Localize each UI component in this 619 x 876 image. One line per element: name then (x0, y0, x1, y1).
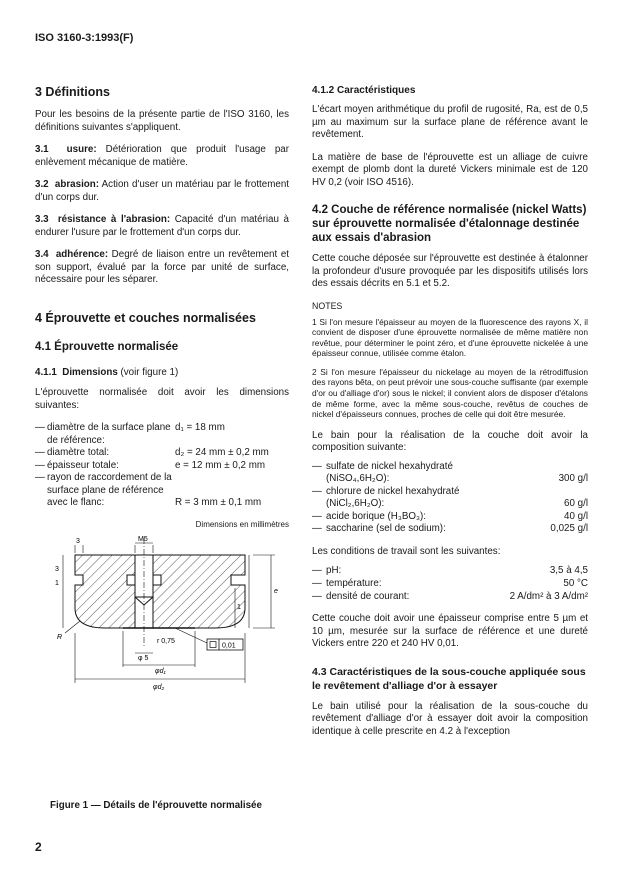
label-m5: M5 (138, 535, 148, 543)
section-3-title: 3 Définitions (35, 85, 111, 99)
label-d1: φd₁ (155, 667, 166, 675)
list-item: — saccharine (sel de sodium): 0,025 g/l (312, 523, 588, 535)
definition-3-2 (35, 179, 289, 204)
dim-value: d₂ = 24 mm ± 0,2 mm (175, 447, 269, 458)
component-name: sulfate de nickel hexahydraté (NiSO₄,6H₂O): (326, 460, 453, 485)
list-item: — diamètre total: d₂ = 24 mm ± 0,2 mm (35, 447, 289, 460)
note-1: 1 Si l'on mesure l'épaisseur au moyen de la fluorescence des rayons X, il convient de disposer d'une éprouvette normalisée de même matière non revêtue, pour déterminer le point zéro, et d'une éprouvette nickelée à une épaisseur connue, utilisée comme étalon. (312, 316, 588, 359)
condition-value: 3,5 à 4,5 (549, 565, 588, 577)
list-item: — pH: 3,5 à 4,5 (312, 565, 588, 577)
notes-label: NOTES (312, 300, 343, 311)
list-item: — acide borique (H₃BO₃): 40 g/l (312, 510, 588, 522)
dim-value: d₁ = 18 mm (175, 422, 225, 433)
document-code: ISO 3160-3:1993(F) (35, 32, 134, 44)
sub-ref: (voir figure 1) (117, 366, 179, 378)
note-2: 2 Si l'on mesure l'épaisseur du nickelage au moyen de la rétrodiffusion des rayons bêta, on peut prévoir une sous-couche suffisante (par exemple d'or ou d'alliage d'or) sous le nickel; il convient alors de disposer d'étalons de même forme, avec la même sous-couche, revêtus de couches de nickel d'épaisseurs connues, proches de celle qui doit être mesurée. (312, 366, 588, 420)
condition-value: 2 A/dm² à 3 A/dm² (509, 591, 588, 603)
def-num: 3.3 (35, 214, 49, 225)
section-4-2-p1: Cette couche déposée sur l'éprouvette est destinée à étalonner la profondeur d'usure provoquée par les dispositifs utilisés lors des essais décrits en 5.1 et 5.2. (312, 253, 588, 289)
def-num: 3.1 (35, 144, 49, 155)
component-value: 300 g/l (558, 473, 588, 485)
def-num: 3.4 (35, 249, 49, 260)
conditions-list (312, 564, 588, 603)
def-text: Capacité d'un matériau à endurer l'usure par le frottement d'un corps dur. (35, 214, 289, 238)
specimen-section-left (75, 555, 135, 628)
section-4-3-p1: Le bain utilisé pour la réalisation de la sous-couche du revêtement d'alliage d'or à essayer doit avoir la composition identique à celle prescrite en 4.2 à l'exception (312, 700, 588, 737)
section-4-1-2-title: 4.1.2 Caractéristiques (312, 85, 416, 96)
left-column (35, 85, 289, 698)
list-item: — épaisseur totale: e = 12 mm ± 0,2 mm (35, 460, 289, 473)
right-column (312, 85, 588, 748)
section-4-title: 4 Éprouvette et couches normalisées (35, 310, 256, 325)
dim-label: diamètre de la surface plane de référence: (47, 422, 171, 446)
dim-value: R = 3 mm ± 0,1 mm (175, 497, 262, 508)
list-item: — température: 50 °C (312, 578, 588, 590)
condition-name: densité de courant: (326, 591, 410, 603)
definition-3-1 (35, 144, 289, 169)
section-4-1-2-p1: L'écart moyen arithmétique du profil de rugosité, Ra, est de 0,5 µm au maximum sur la surface plane de référence avant le revêtement. (312, 104, 588, 140)
def-text: Action d'user un matériau par le frottement d'un corps dur. (35, 179, 289, 203)
list-item: — diamètre de la surface plane de référence: d₁ = 18 mm (35, 422, 289, 447)
def-term: adhérence: (55, 249, 109, 260)
dim-value: e = 12 mm ± 0,2 mm (175, 459, 266, 471)
def-term: abrasion: (54, 179, 100, 190)
dimension-list (35, 422, 289, 510)
def-text: Degré de liaison entre un revêtement et son support, évalué par la force par unité de surface, nécessaire pour les séparer. (35, 249, 289, 285)
label-3-side: 3 (55, 565, 59, 573)
label-e: e (274, 587, 278, 595)
component-value: 40 g/l (564, 510, 588, 522)
condition-value: 50 °C (563, 578, 588, 590)
label-r075: r 0,75 (157, 637, 175, 645)
specimen-section-right (153, 555, 245, 628)
label-d2: φd₂ (153, 683, 165, 691)
condition-name: pH: (326, 565, 342, 577)
section-4-2-p2: Cette couche doit avoir une épaisseur comprise entre 5 µm et 10 µm, mesurée sur la surface de référence et une dureté Vickers entre 220 et 240 HV 0,01. (312, 613, 588, 650)
definition-3-3 (35, 214, 289, 239)
dim-label: diamètre total: (47, 447, 110, 458)
list-item: — rayon de raccordement de la surface plane de référence avec le flanc: R = 3 mm ± 0,1 mm (35, 472, 289, 510)
label-flatness: 0,01 (222, 642, 236, 649)
section-4-2-title: 4.2 Couche de référence normalisée (nickel Watts) sur éprouvette normalisée d'étalonnage destinée aux essais d'abrasion (312, 204, 587, 244)
def-text: Détérioration que produit l'usage par enlèvement mécanique de matière. (35, 144, 289, 168)
label-1: 1 (55, 579, 59, 587)
sub-num: 4.1.1 (35, 366, 57, 378)
section-3-intro: Pour les besoins de la présente partie de l'ISO 3160, les définitions suivantes s'appliquent. (35, 109, 289, 133)
label-r: R (57, 633, 63, 641)
condition-name: température: (326, 578, 382, 590)
figure-units: Dimensions en millimètres (195, 519, 289, 529)
section-4-3-title: 4.3 Caractéristiques de la sous-couche appliquée sous le revêtement d'alliage d'or à essayer (312, 665, 586, 692)
list-item: — chlorure de nickel hexahydraté (NiCl₂,6H₂O): 60 g/l (312, 485, 588, 510)
component-name: acide borique (H₃BO₃): (326, 510, 427, 522)
bath-composition-list (312, 461, 588, 536)
def-term: usure: (66, 144, 97, 155)
label-3-top: 3 (76, 537, 80, 545)
conditions-intro: Les conditions de travail sont les suivantes: (312, 545, 501, 557)
dim-label: rayon de raccordement de la surface plane de référence avec le flanc: (47, 472, 172, 508)
component-value: 60 g/l (564, 498, 588, 510)
def-term: résistance à l'abrasion: (57, 214, 171, 225)
sub-term: Dimensions (62, 366, 118, 378)
component-value: 0,025 g/l (550, 523, 588, 535)
definition-3-4 (35, 249, 289, 287)
section-4-1-title: 4.1 Éprouvette normalisée (35, 340, 179, 353)
page-number: 2 (35, 840, 42, 854)
component-name: saccharine (sel de sodium): (326, 523, 446, 535)
dim-label: épaisseur totale: (47, 459, 119, 471)
label-d5: φ 5 (138, 654, 149, 662)
label-1-b: 1 (237, 603, 241, 611)
figure-1-drawing (35, 533, 289, 698)
component-name: chlorure de nickel hexahydraté (NiCl₂,6H₂O): (326, 485, 460, 510)
list-item: — sulfate de nickel hexahydraté (NiSO₄,6H₂O): 300 g/l (312, 460, 588, 485)
section-4-1-1-intro: L'éprouvette normalisée doit avoir les dimensions suivantes: (35, 387, 289, 411)
list-item: — densité de courant: 2 A/dm² à 3 A/dm² (312, 591, 588, 603)
section-4-1-1-heading (35, 367, 289, 380)
figure-caption: Figure 1 — Détails de l'éprouvette normalisée (50, 800, 262, 811)
section-4-1-2-p2: La matière de base de l'éprouvette est un alliage de cuivre exempt de plomb dont la dureté Vickers minimale est de 120 HV 0,2 (voir ISO 4516). (312, 151, 588, 188)
def-num: 3.2 (35, 179, 49, 190)
bath-intro: Le bain pour la réalisation de la couche doit avoir la composition suivante: (312, 429, 588, 454)
